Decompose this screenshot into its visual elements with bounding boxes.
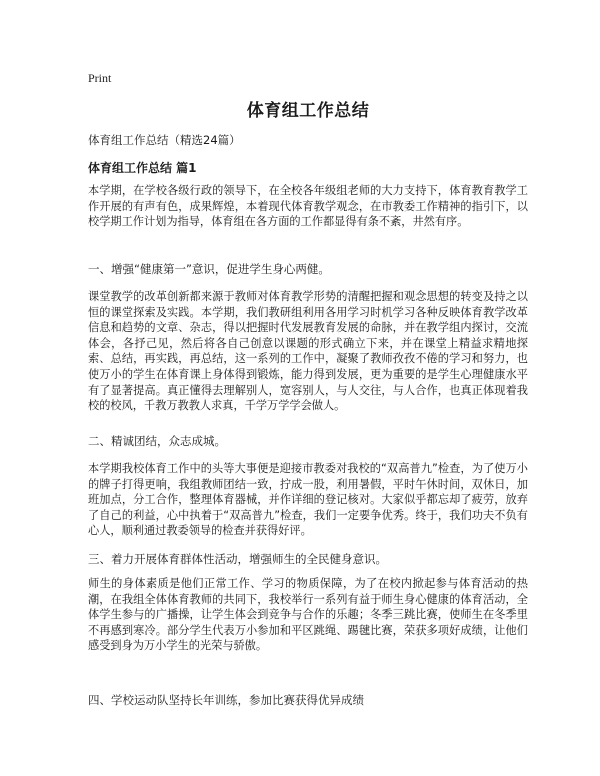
point-heading-1: 一、增强“健康第一”意识，促进学生身心两健。 xyxy=(88,262,330,276)
document-title: 体育组工作总结 xyxy=(246,101,370,121)
paragraph-activities: 师生的身体素质是他们正常工作、学习的物质保障，为了在校内掀起参与体育活动的热潮，在我组全体体育教师的共同下，我校举行一系列有益于师生身心健康的体育活动，全体学生参与的广播操，让学生体会到竞争与合作的乐趣；冬季三跳比赛，使师生在冬季里不再感到寒冷。部分学生代表万小参加和平区跳绳、踢毽比赛，荣获多项好成绩，让他们感受到身为万小学生的光荣与骄傲。 xyxy=(88,577,528,653)
document-subtitle: 体育组工作总结（精选24篇） xyxy=(88,133,241,147)
point-heading-2: 二、精诚团结，众志成城。 xyxy=(88,434,226,448)
paragraph-intro: 本学期，在学校各级行政的领导下，在全校各年级组老师的大力支持下，体育教育教学工作开展的有声有色，成果辉煌，本着现代体育教学观念，在市教委工作精神的指引下，以校学期工作计划为指导，体育组在各方面的工作都显得有条不紊，井然有序。 xyxy=(88,184,528,229)
paragraph-classroom: 课堂教学的改革创新都来源于教师对体育教学形势的清醒把握和观念思想的转变及持之以恒的课堂探索及实践。本学期，我们教研组利用各用学习时机学习各种反映体育教学改革信息和趋势的文章、杂志，得以把握时代发展教育发展的命脉，并在教学组内探讨，交流体会，各抒己见，然后将各自己创意以课题的形式确立下来，并在课堂上精益求精地探索、总结，再实践，再总结，这一系列的工作中，凝聚了教师孜孜不倦的学习和努力，也使万小的学生在体育课上身体得到锻炼，能力得到发展，更为重要的是学生心理健康水平有了显著提高。真正懂得去理解别人，宽容别人，与人交往，与人合作，也真正体现着我校的校风，千教万教教人求真，千学万学学会做人。 xyxy=(88,290,528,413)
print-link[interactable]: Print xyxy=(88,71,112,85)
point-heading-3: 三、着力开展体育群体性活动，增强师生的全民健身意识。 xyxy=(88,552,387,566)
paragraph-inspection: 本学期我校体育工作中的头等大事便是迎接市教委对我校的“双高普九”检查，为了使万小的牌子打得更响，我组教师团结一致，拧成一股，利用暑假，平时午休时间，双休日，加班加点，分工合作，整理体育器械，并作详细的登记核对。大家似乎都忘却了疲劳，放弃了自己的利益，心中执着于“双高普九”检查，我们一定要争优秀。终于，我们功夫不负有心人，顺利通过教委领导的检查并获得好评。 xyxy=(88,462,528,538)
point-heading-4: 四、学校运动队坚持长年训练，参加比赛获得优异成绩 xyxy=(88,693,364,707)
section-heading: 体育组工作总结 篇1 xyxy=(88,161,197,175)
